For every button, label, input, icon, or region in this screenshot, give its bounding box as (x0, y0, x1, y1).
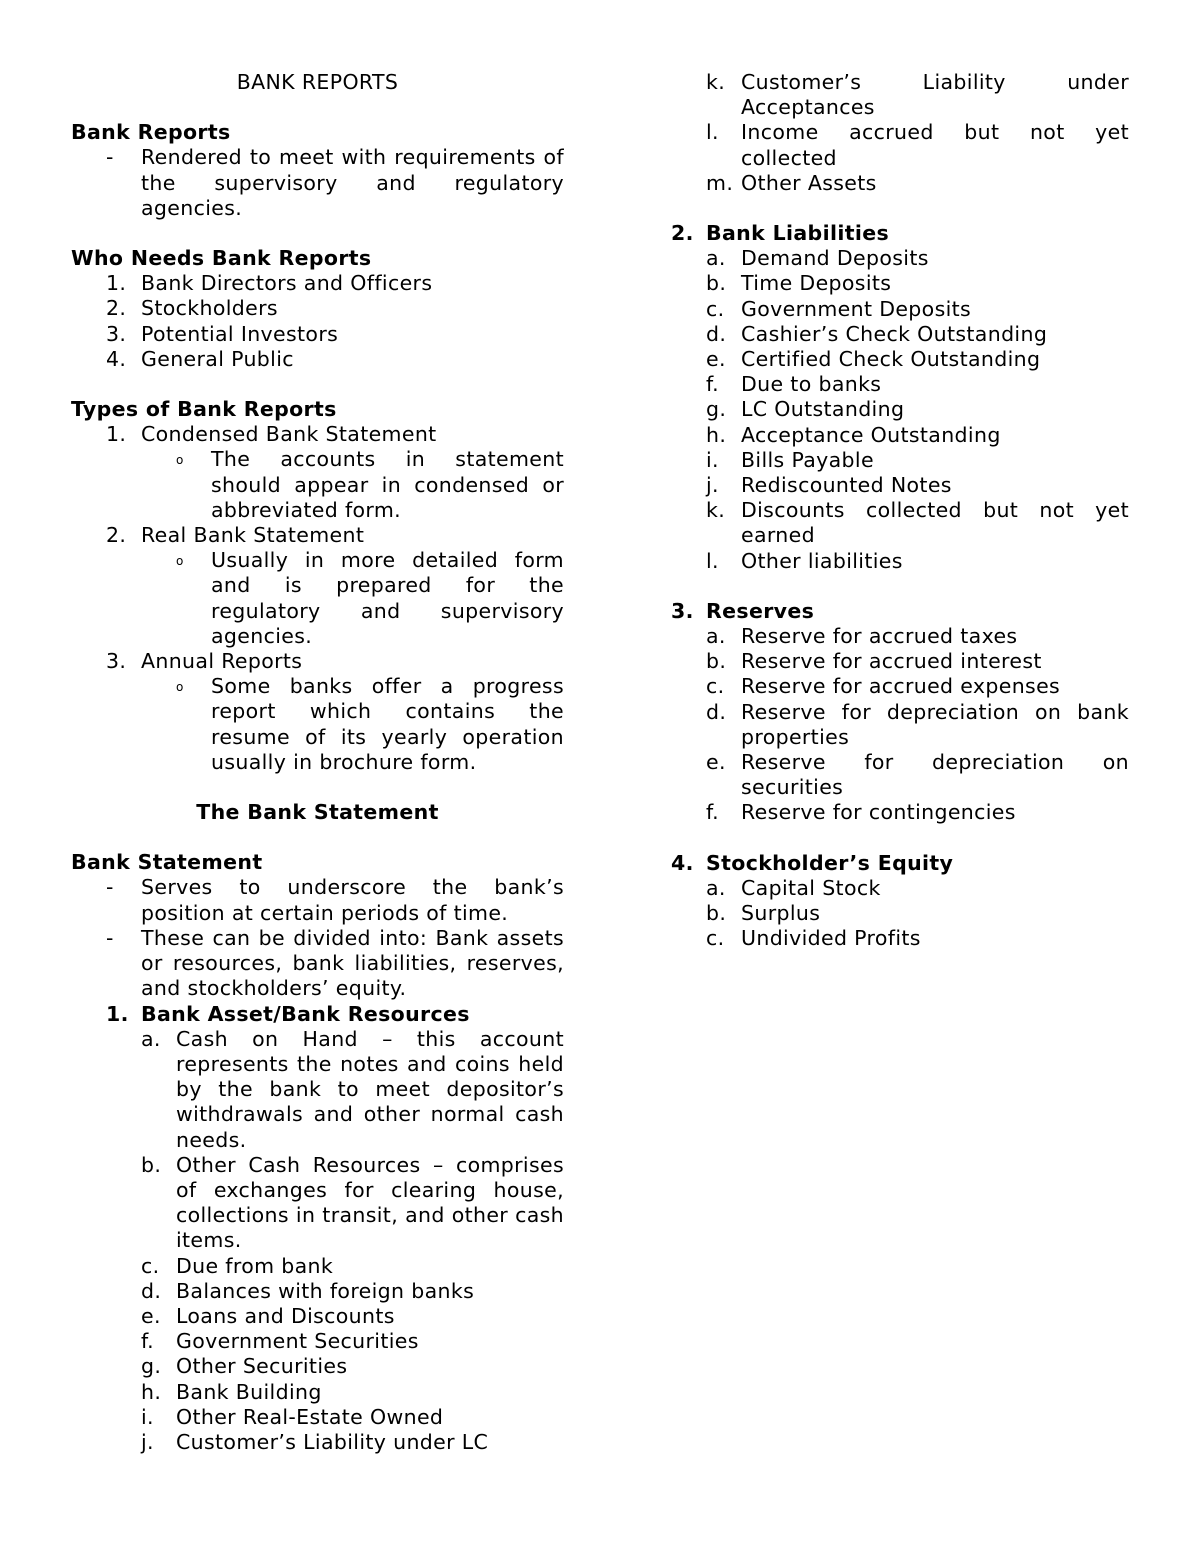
asset-item: f. Government Securities (141, 1329, 419, 1354)
asset-item: k. Customer’s Liability under Acceptances (706, 70, 1129, 120)
list-item: 1. Bank Directors and Officers (106, 271, 433, 296)
liability-item: h. Acceptance Outstanding (706, 422, 1001, 447)
sub-list-item: o Some banks offer a progress report which contains the resume of its yearly operation usually in brochure form. (176, 674, 564, 774)
reserve-item: e. Reserve for depreciation on securities (706, 750, 1129, 800)
who-needs-heading: Who Needs Bank Reports (71, 246, 372, 271)
liability-item: i. Bills Payable (706, 447, 874, 472)
liability-item: j. Rediscounted Notes (706, 473, 952, 498)
types-heading: Types of Bank Reports (71, 397, 337, 422)
liability-item: d. Cashier’s Check Outstanding (706, 321, 1048, 346)
asset-item: a. Cash on Hand – this account represents the notes and coins held by the bank to meet depositor’s withdrawals and other normal cash needs. (141, 1026, 564, 1152)
list-item: 2. Stockholders (106, 296, 278, 321)
dash-marker: - (106, 875, 114, 900)
list-item: 3. Potential Investors (106, 321, 339, 346)
statement-point: - Serves to underscore the bank’s position at certain periods of time. (106, 875, 564, 925)
sub-list-item: o The accounts in statement should appear in condensed or abbreviated form. (176, 447, 564, 522)
equity-item: c. Undivided Profits (706, 926, 921, 951)
dash-marker: - (106, 145, 114, 170)
statement-point: - These can be divided into: Bank assets or resources, bank liabilities, reserves, and stockholders’ equity. (106, 925, 564, 1001)
equity-item: a. Capital Stock (706, 875, 881, 900)
asset-item: h. Bank Building (141, 1379, 322, 1404)
liability-item: c. Government Deposits (706, 296, 972, 321)
liabilities-heading: 2. Bank Liabilities (671, 221, 890, 246)
reserve-item: d. Reserve for depreciation on bank properties (706, 699, 1129, 749)
liability-item: k. Discounts collected but not yet earned (706, 498, 1129, 548)
sub-bullet-marker: o (176, 680, 184, 695)
reserve-item: c. Reserve for accrued expenses (706, 674, 1061, 699)
asset-item: j. Customer’s Liability under LC (141, 1429, 489, 1454)
dash-marker: - (106, 925, 114, 950)
liability-item: e. Certified Check Outstanding (706, 347, 1041, 372)
liability-item: l. Other liabilities (706, 548, 903, 573)
reserve-item: a. Reserve for accrued taxes (706, 624, 1018, 649)
right-column (671, 70, 1129, 952)
equity-item: b. Surplus (706, 901, 821, 926)
left-column (71, 70, 564, 1455)
asset-item: i. Other Real-Estate Owned (141, 1404, 444, 1429)
statement-title: The Bank Statement (196, 800, 439, 825)
liability-item: a. Demand Deposits (706, 246, 929, 271)
sub-bullet-marker: o (176, 453, 184, 468)
sub-bullet-marker: o (176, 554, 184, 569)
asset-item: m. Other Assets (706, 170, 877, 195)
equity-heading: 4. Stockholder’s Equity (671, 850, 954, 875)
asset-item: c. Due from bank (141, 1253, 334, 1278)
liability-item: g. LC Outstanding (706, 397, 905, 422)
asset-item: l. Income accrued but not yet collected (706, 120, 1129, 170)
bank-statement-heading: Bank Statement (71, 850, 263, 875)
asset-item: e. Loans and Discounts (141, 1303, 395, 1328)
list-item: 4. General Public (106, 346, 294, 371)
bank-reports-heading: Bank Reports (71, 120, 231, 145)
assets-heading: 1. Bank Asset/Bank Resources (106, 1001, 470, 1026)
liability-item: b. Time Deposits (706, 271, 892, 296)
asset-item: b. Other Cash Resources – comprises of exchanges for clearing house, collections in transit, and other cash items. (141, 1152, 564, 1253)
reserve-item: f. Reserve for contingencies (706, 800, 1016, 825)
list-item: 1. Condensed Bank Statement (106, 422, 437, 447)
asset-item: d. Balances with foreign banks (141, 1278, 475, 1303)
bank-reports-point: - Rendered to meet with requirements of the supervisory and regulatory agencies. (106, 145, 564, 220)
sub-list-item: o Usually in more detailed form and is prepared for the regulatory and supervisory agencies. (176, 548, 564, 648)
liability-item: f. Due to banks (706, 372, 882, 397)
asset-item: g. Other Securities (141, 1354, 348, 1379)
list-item: 3. Annual Reports (106, 649, 303, 674)
reserve-item: b. Reserve for accrued interest (706, 649, 1042, 674)
list-item: 2. Real Bank Statement (106, 523, 365, 548)
reserves-heading: 3. Reserves (671, 598, 815, 623)
page-title: BANK REPORTS (236, 70, 399, 94)
